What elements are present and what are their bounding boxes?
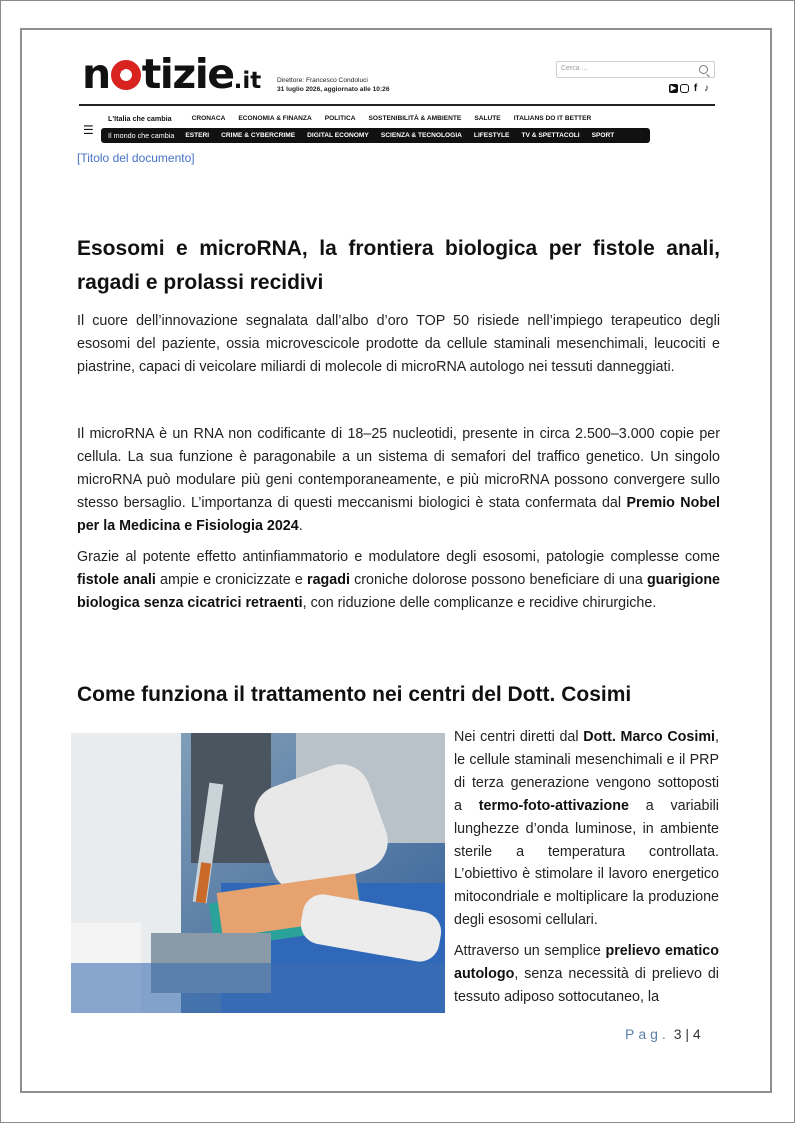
logo-text-start: n (82, 50, 110, 98)
p3-text-c: ampie e cronicizzate e (155, 572, 308, 588)
nav-item-cronaca[interactable]: CRONACA (191, 115, 226, 122)
s1-bold-termo: termo-foto-attivazione (478, 797, 629, 814)
globe-logo-icon (111, 60, 141, 90)
instagram-icon[interactable] (680, 84, 689, 93)
nobel-prize-text: Premio Nobel per la Medicina e Fisiologia 2024 (77, 495, 720, 534)
page-total: 4 (692, 1026, 701, 1042)
paragraph-2-text: Il microRNA è un RNA non codificante di 18–25 nucleotidi, presente in circa 2.500–3.000 copie per cellula. La sua funzione è paragonabile a un sistema di semafori del traffico genetico. Un singolo microRNA può modulare più geni contemporaneamente, e più microRNA possono convergere sullo stesso bersaglio. L’importanza di questi meccanismi biologici è stata confermata dal (77, 426, 720, 511)
treatment-photo-illustration (71, 733, 445, 1013)
nav-item-esteri[interactable]: ESTERI (185, 132, 210, 139)
nav-item-salute[interactable]: SALUTE (474, 115, 501, 122)
nav-item-scienza[interactable]: SCIENZA & TECNOLOGIA (380, 132, 462, 139)
search-placeholder: Cerca ... (561, 65, 588, 72)
nav-item-economia[interactable]: ECONOMIA & FINANZA (238, 115, 312, 122)
paragraph-2-end: . (298, 518, 303, 534)
site-logo[interactable] (82, 50, 262, 98)
p3-text-e: , con riduzione delle complicanze e recidive chirurgiche. (302, 595, 657, 611)
nav-item-digital[interactable]: DIGITAL ECONOMY (307, 132, 369, 139)
logo-tld: .it (233, 68, 262, 94)
side-paragraph-1 (454, 726, 719, 932)
youtube-icon[interactable]: ▶ (670, 85, 677, 92)
treatment-photo (71, 733, 445, 1013)
paragraph-3 (77, 546, 720, 615)
search-icon[interactable] (699, 65, 708, 74)
facebook-icon[interactable]: f (693, 83, 698, 94)
paragraph-1: Il cuore dell’innovazione segnalata dall’albo d’oro TOP 50 risiede nell’impiego terapeutico degli esosomi del paziente, ossia microvescicole prodotte da cellule staminali mesenchimali, leucociti e piastrine, capaci di veicolare miliardi di molecole di microRNA autologo nei tessuti danneggiati. (77, 313, 720, 375)
nav-item-lifestyle[interactable]: LIFESTYLE (473, 132, 510, 139)
s2-text-c: , senza necessità di prelievo di tessuto adiposo sottocutaneo, la (454, 965, 719, 1005)
s1-text-c: , le cellule staminali mesenchimali e il PRP di terza generazione vengono sottoposti a (454, 729, 719, 814)
nav-item-sostenibilita[interactable]: SOSTENIBILITÀ & AMBIENTE (368, 115, 462, 122)
director-line: Direttore: Francesco Condoluci (277, 77, 368, 84)
nav-item-tv[interactable]: TV & SPETTACOLI (521, 132, 580, 139)
nav-secondary (101, 128, 650, 143)
social-icons (669, 84, 711, 93)
side-paragraph-2 (454, 940, 719, 1009)
nav-item-politica[interactable]: POLITICA (324, 115, 356, 122)
header-divider (79, 104, 715, 106)
page-separator: | (685, 1026, 690, 1042)
article-heading: Esosomi e microRNA, la frontiera biologica per fistole anali, ragadi e prolassi recidivi (77, 237, 720, 294)
nav-item-sport[interactable]: SPORT (591, 132, 615, 139)
section-heading: Come funziona il trattamento nei centri del Dott. Cosimi (77, 683, 632, 706)
s2-text-a: Attraverso un semplice (454, 943, 606, 959)
search-input[interactable] (556, 61, 715, 78)
page-label: Pag. (625, 1026, 670, 1042)
s1-bold-cosimi: Dott. Marco Cosimi (583, 729, 716, 745)
paragraph-2 (77, 423, 720, 538)
s1-text-a: Nei centri diretti dal (454, 729, 584, 745)
editor-info (277, 77, 390, 94)
nav-item-italians[interactable]: ITALIANS DO IT BETTER (513, 115, 592, 122)
s1-text-d: a variabili lunghezze d’onda luminose, in ambiente sterile a temperatura controllata. L’obiettivo è stimolare il lavoro energetico mitocondriale e moltiplicare la produzione degli esosomi cellulari. (454, 797, 719, 929)
document-title-placeholder: [Titolo del documento] (77, 151, 195, 165)
nav-primary-tagline: L'Italia che cambia (108, 114, 172, 123)
date-line: 31 luglio 2026, aggiornato alle 10:26 (277, 85, 390, 93)
p3-bold-fistole: fistole anali (77, 572, 156, 588)
menu-icon[interactable]: ☰ (83, 123, 94, 137)
p3-bold-guarigione: guarigione biologica senza cicatrici retraenti (77, 572, 721, 611)
logo-text-end: tizie (141, 50, 234, 98)
nav-item-crime[interactable]: CRIME & CYBERCRIME (221, 132, 296, 139)
page-current: 3 (673, 1026, 682, 1042)
p3-text-a: Grazie al potente effetto antinfiammatorio e modulatore degli esosomi, patologie complesse come (77, 549, 720, 565)
tiktok-icon[interactable]: ♪ (704, 83, 709, 94)
page-number (625, 1026, 701, 1042)
s2-bold-prelievo: prelievo ematico autologo (454, 943, 719, 982)
nav-secondary-tagline: Il mondo che cambia (108, 131, 175, 140)
p3-bold-ragadi: ragadi (307, 572, 350, 588)
nav-primary (108, 114, 604, 123)
p3-text-d: croniche dolorose possono beneficiare di una (349, 572, 647, 588)
